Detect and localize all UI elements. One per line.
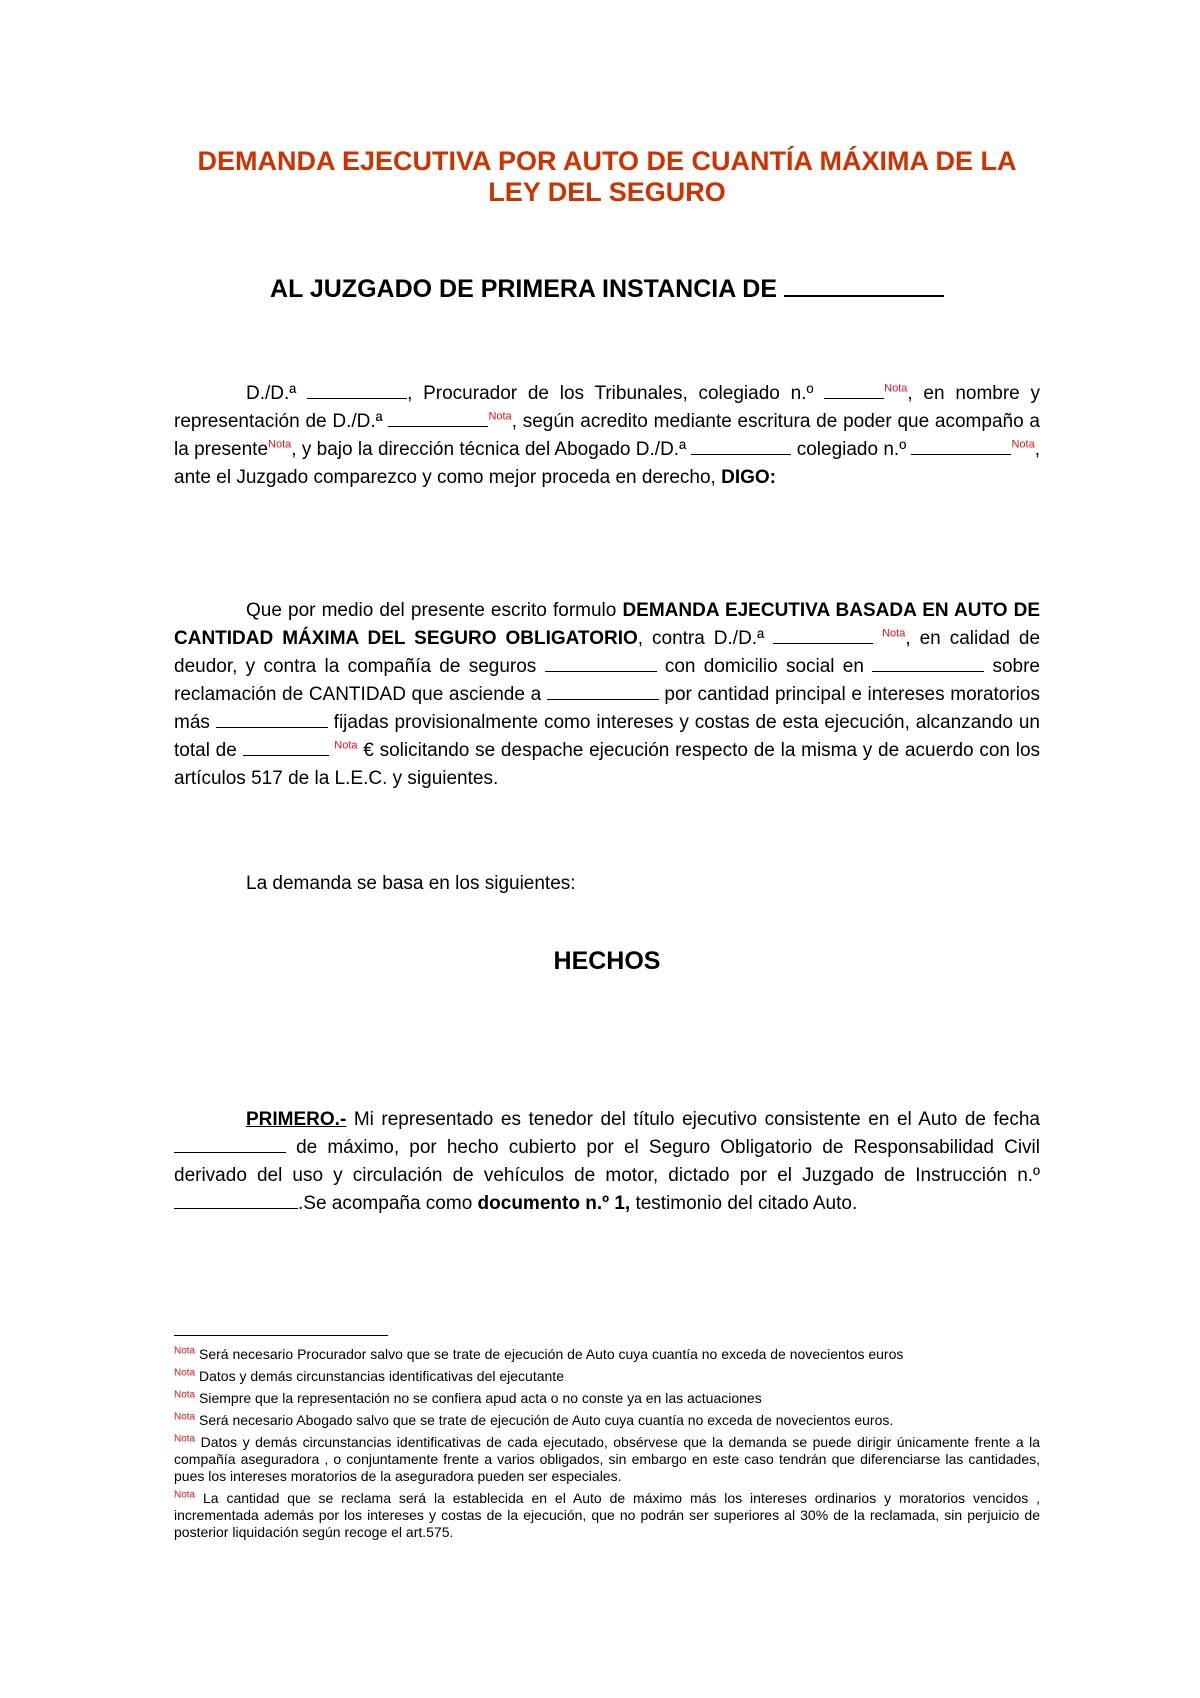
document-title: DEMANDA EJECUTIVA POR AUTO DE CUANTÍA MÁXIMA DE LA LEY DEL SEGURO (197, 146, 1017, 207)
court-blank (784, 271, 944, 297)
paragraph-demand: Que por medio del presente escrito formulo DEMANDA EJECUTIVA BASADA EN AUTO DE CANTIDAD MÁXIMA DEL SEGURO OBLIGATORIO, contra D./D.ª $^{Nota}$, en calidad de deudor, y contra la compañía de seguros con domicilio social en sobre reclamación de CANTIDAD que asciende a por cantidad principal e intereses moratorios más fijadas provisionalmente como intereses y costas de esta ejecución, alcanzando un total de $^{Nota}$ € solicitando se despache ejecución respecto de la misma y de acuerdo con los artículos 517 de la L.E.C. y siguientes. (174, 600, 1041, 789)
blank-line (547, 681, 659, 700)
footnote-separator (174, 1335, 388, 1336)
footnote-ref: Nota (334, 739, 358, 752)
court-heading (174, 271, 1040, 304)
footnotes (174, 1346, 1040, 1546)
blank-line (307, 380, 407, 399)
footnote-ref: Nota (1011, 438, 1035, 451)
primero-label: PRIMERO.- (246, 1109, 347, 1130)
blank-line (773, 625, 873, 644)
footnote: $^{Nota}$ La cantidad que se reclama será la establecida en el Auto de máximo más los intereses ordinarios y moratorios vencidos , incrementada además por los intereses y costas de la ejecución, que no podrán ser superiores al 30% de la reclamada, sin perjuicio de posterior liquidación según recoge el art.575. (174, 1489, 1041, 1540)
blank-line (216, 709, 328, 728)
blank-line (174, 1134, 286, 1153)
footnote: $^{Nota}$ Será necesario Procurador salvo que se trate de ejecución de Auto cuya cuantía no exceda de novecientos euros (174, 1345, 904, 1362)
blank-line (872, 653, 984, 672)
footnote-ref: Nota (488, 410, 512, 423)
paragraph-primero: PRIMERO.- Mi representado es tenedor del título ejecutivo consistente en el Auto de fecha de máximo, por hecho cubierto por el Seguro Obligatorio de Responsabilidad Civil derivado del uso y circulación de vehículos de motor, dictado por el Juzgado de Instrucción n.º .Se acompaña como documento n.º 1, testimonio del citado Auto. (174, 1109, 1040, 1214)
footnote-ref: Nota (268, 438, 292, 451)
court-heading-text: AL JUZGADO DE PRIMERA INSTANCIA DE (270, 275, 778, 303)
footnote-ref: Nota (882, 627, 906, 640)
blank-line (911, 436, 1011, 455)
blank-line (691, 436, 791, 455)
footnote-ref: Nota (884, 382, 908, 395)
blank-line (243, 737, 329, 756)
blank-line (388, 408, 488, 427)
digo-label: DIGO: (721, 467, 776, 488)
footnote: $^{Nota}$ Será necesario Abogado salvo que se trate de ejecución de Auto cuya cuantía no exceda de novecientos euros. (174, 1411, 894, 1428)
footnote: $^{Nota}$ Datos y demás circunstancias identificativas del ejecutante (174, 1367, 564, 1384)
footnote: $^{Nota}$ Datos y demás circunstancias identificativas de cada ejecutado, obsérvese que la demanda se puede dirigir únicamente frente a la compañía aseguradora , o conjuntamente frente a varios obligados, sin embargo en este caso tendrán que diferenciarse las cantidades, pues los intereses moratorios de la aseguradora pueden ser especiales. (174, 1433, 1041, 1484)
blank-line (545, 653, 657, 672)
paragraph-intro: La demanda se basa en los siguientes: (246, 873, 576, 894)
paragraph-appearance: D./D.ª , Procurador de los Tribunales, colegiado n.º $^{Nota}$, en nombre y representación de D./D.ª $^{Nota}$, según acredito mediante escritura de poder que acompaño a la presente$^{Nota}$, y bajo la dirección técnica del Abogado D./D.ª colegiado n.º $^{Nota}$, ante el Juzgado comparezco y como mejor proceda en derecho, DIGO: (174, 380, 1040, 492)
footnote: $^{Nota}$ Siempre que la representación no se confiera apud acta o no conste ya en las actuaciones (174, 1389, 762, 1406)
blank-line (824, 380, 884, 399)
hechos-heading: HECHOS (553, 947, 661, 975)
blank-line (174, 1190, 298, 1209)
